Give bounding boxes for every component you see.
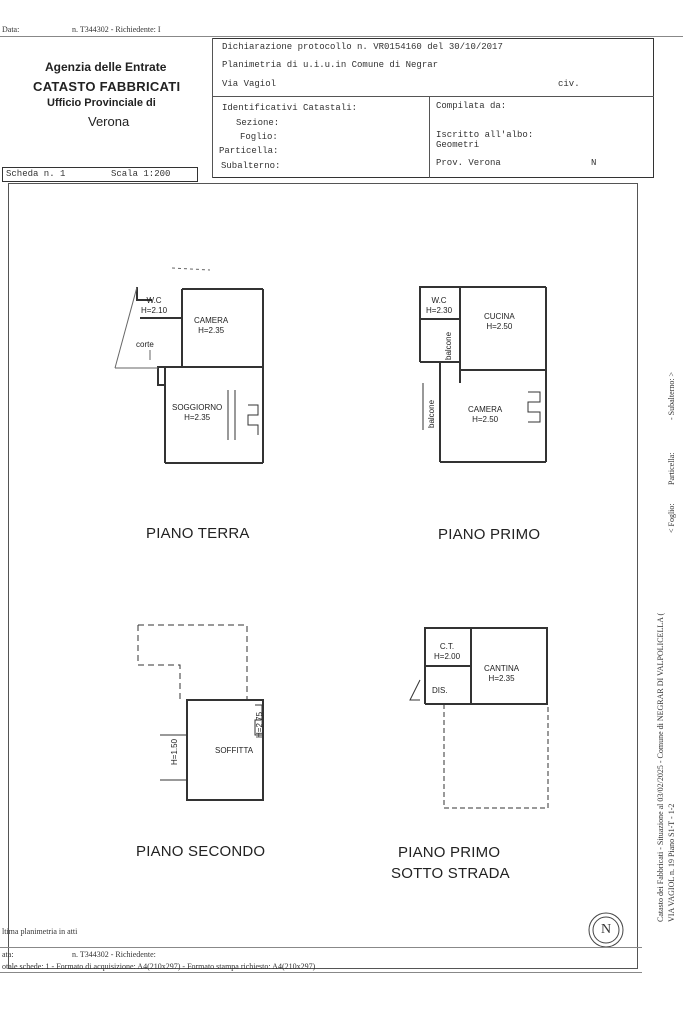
level-piano-primo-sotto: PIANO PRIMO <box>398 844 501 861</box>
room-height-soffitta: H=1.50 <box>170 738 179 765</box>
identifiers-title: Identificativi Catastali: <box>222 103 358 113</box>
room-camera-terra: CAMERA H=2.35 <box>194 316 229 335</box>
side-stamp-line2: VIA VAGIOL n. 19 Piano S1-T - 1-2 <box>667 803 676 922</box>
scheda-scale: Scala 1:200 <box>111 169 171 179</box>
level-sotto-strada: SOTTO STRADA <box>391 865 510 882</box>
civic-label: civ. <box>558 79 580 89</box>
province-number: N <box>591 158 597 168</box>
room-ct: C.T. H=2.00 <box>434 642 461 661</box>
ufficio-city: Verona <box>88 114 130 129</box>
footer-data-label: ata: <box>2 950 14 959</box>
side-foglio: < Foglio: <box>667 503 676 533</box>
room-soggiorno: SOGGIORNO H=2.35 <box>172 403 223 422</box>
sezione-label: Sezione: <box>236 118 280 128</box>
planimetry-line: Planimetria di u.i.u.in Comune di Negrar <box>222 60 439 70</box>
agency-name: Agenzia delle Entrate <box>45 60 167 74</box>
iscritto-label: Iscritto all'albo: <box>436 130 534 140</box>
level-piano-secondo: PIANO SECONDO <box>136 843 266 860</box>
room-corte: corte <box>136 340 154 349</box>
ufficio-label: Ufficio Provinciale di <box>47 97 156 109</box>
particella-label: Particella: <box>219 146 279 156</box>
room-cucina: CUCINA H=2.50 <box>484 312 515 331</box>
footer-request-ref: n. T344302 - Richiedente: <box>72 950 156 959</box>
room-balcone-1: balcone <box>444 331 453 360</box>
declaration-protocol: Dichiarazione protocollo n. VR0154160 del 30/10/2017 <box>222 42 503 52</box>
room-balcone-2: balcone <box>427 399 436 428</box>
side-stamp-line1: Catasto dei Fabbricati - Situazione al 03/02/2025 - Comune di NEGRAR DI VALPOLICELLA ( <box>656 612 665 922</box>
plan-piano-secondo <box>138 625 263 800</box>
footer-ultima: ltima planimetria in atti <box>2 927 78 936</box>
room-dis: DIS. <box>432 686 448 695</box>
plan-piano-sotto-strada <box>410 628 548 808</box>
address: Via Vagiol <box>222 79 277 89</box>
room-cantina: CANTINA H=2.35 <box>484 664 520 683</box>
request-ref: n. T344302 - Richiedente: I <box>72 25 161 34</box>
room-camera-primo: CAMERA H=2.50 <box>468 405 503 424</box>
data-label: Data: <box>2 25 20 34</box>
foglio-label: Foglio: <box>240 132 278 142</box>
level-piano-terra: PIANO TERRA <box>146 525 250 542</box>
scheda-number: Scheda n. 1 <box>6 169 66 179</box>
catasto-title: CATASTO FABBRICATI <box>33 79 181 94</box>
room-height-stair: H=2.75 <box>255 711 264 738</box>
province: Prov. Verona <box>436 158 501 168</box>
side-particella: Particella: <box>667 452 676 485</box>
footer-totals: otale schede: 1 - Formato di acquisizione: A4(210x297) - Formato stampa richiesto: A4(210x297) <box>2 962 316 971</box>
compiled-by: Compilata da: <box>436 101 507 111</box>
level-piano-primo: PIANO PRIMO <box>438 526 541 543</box>
room-wc-terra: W.C H=2.10 <box>141 296 168 315</box>
side-subalterno: - Subalterno: > <box>667 371 676 420</box>
room-wc-primo: W.C H=2.30 <box>426 296 453 315</box>
subalterno-label: Subalterno: <box>221 161 281 171</box>
north-letter: N <box>601 922 612 937</box>
room-soffitta: SOFFITTA <box>215 746 254 755</box>
profession: Geometri <box>436 140 480 150</box>
